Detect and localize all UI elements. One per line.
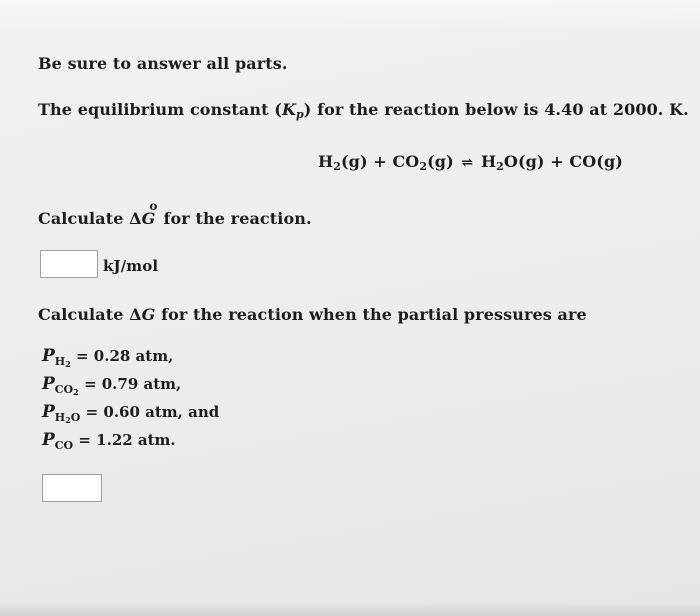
q2-suffix: for the reaction when the partial pressures are (155, 305, 587, 324)
pressure-species: CO (54, 383, 74, 396)
q1-suffix: for the reaction. (163, 209, 312, 228)
pressure-co2 (42, 374, 181, 397)
question-1 (38, 199, 312, 228)
unit-label: kJ/mol (103, 257, 159, 275)
kp-statement (38, 100, 689, 121)
top-edge (0, 0, 700, 34)
question-2 (38, 305, 587, 324)
pressure-value: = 0.60 atm, and (80, 403, 220, 421)
pressure-species: CO (54, 439, 74, 452)
pressure-h2o (42, 402, 219, 425)
pressure-species: H (54, 355, 66, 368)
pressure-value: = 0.28 atm, (70, 347, 174, 365)
pressure-symbol: P (42, 346, 55, 366)
pressure-value: = 1.22 atm. (73, 431, 176, 449)
reaction-equation (318, 152, 623, 173)
pressure-species-sub: 2 (73, 387, 79, 397)
eq-h2: H (318, 152, 334, 171)
eq-h2-sub: 2 (333, 160, 341, 173)
pressure-species-sub: 2 (65, 415, 71, 425)
pressure-co (42, 430, 176, 452)
q2-symbol: G (141, 305, 156, 324)
bottom-edge (0, 602, 700, 616)
eq-co2-sub: 2 (419, 160, 428, 173)
eq-h2o: H (480, 152, 497, 171)
pressure-h2 (42, 346, 173, 369)
pressure-value: = 0.79 atm, (78, 375, 182, 393)
pressure-species-sub: 2 (65, 359, 71, 369)
kp-suffix: ) for the reaction below is 4.40 at 2000. K. (303, 100, 689, 119)
eq-h2o-sub: 2 (496, 160, 504, 173)
q1-prefix: Calculate Δ (38, 209, 142, 228)
kp-symbol: K (281, 100, 296, 119)
q1-symbol: G (141, 209, 156, 228)
pressure-symbol: P (42, 402, 55, 422)
instruction-text: Be sure to answer all parts. (38, 54, 288, 73)
pressure-symbol: P (42, 374, 55, 394)
pressure-symbol: P (42, 430, 55, 450)
delta-g-input[interactable] (42, 474, 102, 502)
pressure-species-rest: O (70, 411, 81, 424)
eq-h2o-state: O(g) + CO(g) (503, 152, 623, 171)
eq-h2-state: (g) + CO (340, 152, 420, 171)
eq-co2-state: (g) (427, 152, 454, 171)
equilibrium-arrow-icon: ⇌ (461, 155, 474, 171)
delta-g-standard-input[interactable] (40, 250, 98, 278)
q1-superscript: o (149, 199, 158, 213)
pressure-species: H (54, 411, 66, 424)
q2-prefix: Calculate Δ (38, 305, 142, 324)
kp-subscript: p (295, 108, 304, 121)
kp-prefix: The equilibrium constant ( (38, 100, 282, 119)
